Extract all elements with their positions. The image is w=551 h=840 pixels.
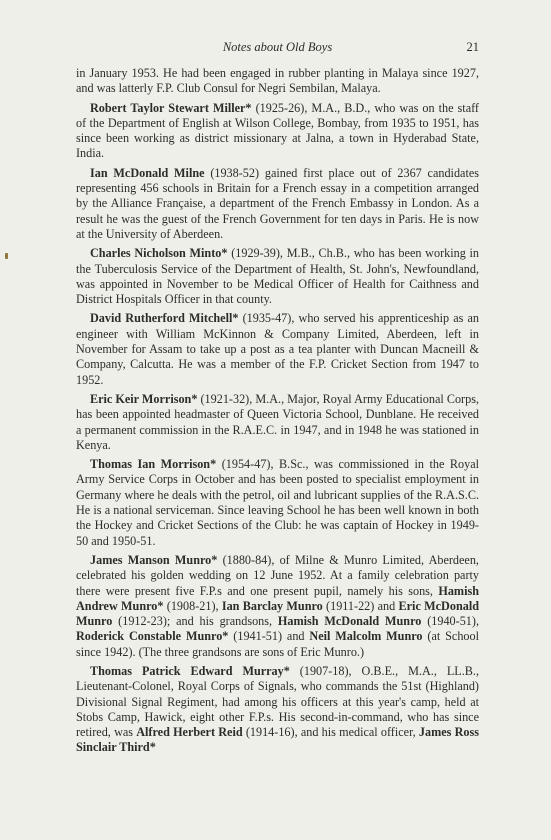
running-header — [76, 40, 479, 60]
paragraph-text: (1954-47), B.Sc., was commissioned in the Royal Army Service Corps in October and has been posted to specialist employment in Germany where he deals with the petrol, oil and lubricant supplies of the R.A.S.C. He is a national serviceman. Since leaving School he has been well known in both the Hockey and Cricket Sections of the Club: he was captain of Hockey in 1949-50 and 1950-51. — [76, 457, 479, 548]
paragraph-text: (1935-47), who served his apprenticeship as an engineer with William McKinnon & Company Limited, Aberdeen, left in November for Assam to take up a post as a tea planter with Duncan Macneill & Company, Calcutta. He was a member of the F.P. Cricket Section from 1947 to 1952. — [76, 311, 479, 387]
person-name: Roderick Constable Munro* — [76, 629, 229, 644]
paragraph — [76, 553, 479, 660]
page-number: 21 — [466, 40, 479, 54]
paragraph — [76, 664, 479, 756]
paragraph-text: (1912-23); and his grandsons, — [112, 614, 278, 629]
paragraph-text: (1880-84), of Milne & Munro Limited, Aberdeen, celebrated his golden wedding on 12 June 1952. At a family celebration party there were present five F.P.s and one present pupil, namely his sons, — [76, 552, 479, 598]
paragraph — [76, 166, 479, 242]
person-name: Robert Taylor Stewart Miller* — [90, 100, 252, 115]
person-name: Hamish Andrew Munro* — [76, 583, 479, 613]
paragraph — [76, 311, 479, 387]
person-name: James Ross Sinclair Third* — [76, 725, 479, 755]
person-name: Thomas Ian Morrison* — [90, 457, 217, 472]
paragraph-text: (1941-51) and — [228, 629, 310, 644]
paragraph-text: (at School since 1942). (The three grandsons are sons of Eric Munro.) — [76, 629, 479, 659]
paragraph — [76, 66, 479, 97]
paragraph-text: (1908-21), — [163, 598, 222, 613]
paragraph-text: (1925-26), M.A., B.D., who was on the staff of the Department of English at Wilson College, Bombay, from 1935 to 1951, has since been working as district missionary at Jalna, a town in Hyderabad State, India. — [76, 100, 479, 161]
paragraph-text: (1914-16), and his medical officer, — [242, 725, 419, 740]
person-name: Alfred Herbert Reid — [136, 725, 243, 740]
person-name: Thomas Patrick Edward Murray* — [90, 663, 290, 678]
margin-mark — [5, 253, 8, 259]
person-name: Eric McDonald Munro — [76, 598, 479, 629]
paragraph — [76, 246, 479, 307]
paragraph-text: in January 1953. He had been engaged in rubber planting in Malaya since 1927, and was latterly F.P. Club Consul for Negri Sembilan, Malaya. — [76, 66, 479, 96]
person-name: Neil Malcolm Munro — [309, 629, 423, 644]
person-name: Ian Barclay Munro — [221, 598, 323, 613]
person-name: Hamish McDonald Munro — [277, 614, 422, 629]
person-name: James Manson Munro* — [90, 552, 218, 567]
paragraph-text: (1907-18), O.B.E., M.A., LL.B., Lieutenant-Colonel, Royal Corps of Signals, who commands the 51st (Highland) Divisional Signal Regiment, had among his officers at this year's camp, held at Stobs Camp, Hawick, eight other F.P.s. His second-in-command, who has since retired, was — [76, 663, 479, 740]
body-text — [76, 66, 479, 756]
paragraph-text: (1929-39), M.B., Ch.B., who has been working in the Tuberculosis Service of the Department of Health, St. John's, Newfoundland, was appointed in November to be Medical Officer of Health for Caithness and District Hospitals Officer in that county. — [76, 246, 479, 307]
person-name: Eric Keir Morrison* — [90, 391, 198, 406]
paragraph-text: (1911-22) and — [322, 598, 399, 613]
paragraph-text: (1940-51), — [421, 614, 479, 629]
paragraph-text: (1938-52) gained first place out of 2367 candidates representing 456 schools in Britain for a French essay in a competition arranged by the Alliance Française, a department of the French Embassy in London. As a result he was the guest of the French Government for ten days in Paris. He is now at the University of Aberdeen. — [76, 165, 479, 241]
paragraph — [76, 392, 479, 453]
paragraph-text: (1921-32), M.A., Major, Royal Army Educational Corps, has been appointed headmaster of Queen Victoria School, Dunblane. He received a permanent commission in the R.A.E.C. in 1947, and in 1948 he was stationed in Kenya. — [76, 391, 480, 452]
header-title: Notes about Old Boys — [222, 40, 333, 54]
person-name: David Rutherford Mitchell* — [90, 311, 239, 326]
paragraph — [76, 101, 479, 162]
paragraph — [76, 457, 479, 549]
person-name: Charles Nicholson Minto* — [90, 246, 228, 261]
person-name: Ian McDonald Milne — [90, 165, 205, 180]
